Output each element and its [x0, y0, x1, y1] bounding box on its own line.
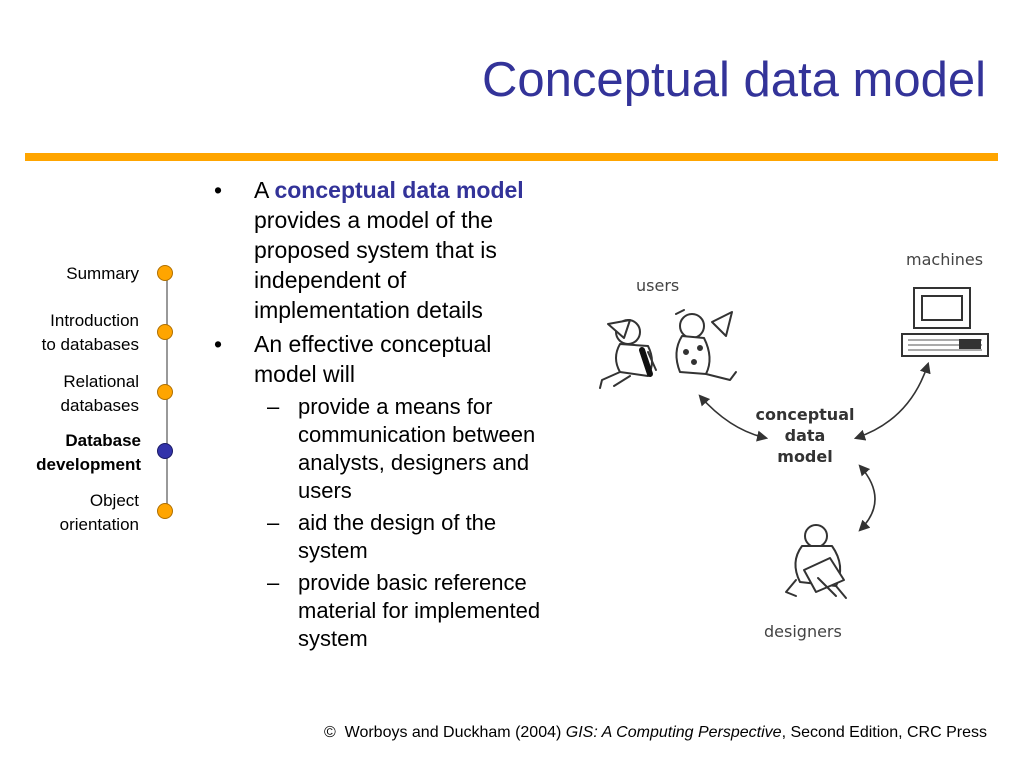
- bullet-text-suffix: provides a model of the proposed system that is independent of implementation details: [254, 207, 497, 323]
- citation-footer: [324, 724, 987, 742]
- bullet-text-prefix: A: [254, 177, 275, 203]
- citation-rest: , Second Edition, CRC Press: [781, 724, 987, 741]
- machines-icon: [902, 288, 988, 356]
- users-label: users: [636, 276, 680, 295]
- bullet-item: [212, 329, 554, 389]
- citation-authors: Worboys and Duckham (2004): [344, 724, 562, 741]
- nav-label-line: to databases: [41, 335, 139, 354]
- title-divider: [25, 153, 998, 161]
- center-label-line: data: [784, 426, 826, 445]
- nav-dot-current: [157, 443, 173, 459]
- nav-label: [36, 429, 141, 477]
- sub-bullet-marker: –: [267, 510, 280, 535]
- nav-label-line: development: [36, 455, 141, 474]
- designers-label: designers: [764, 622, 842, 641]
- center-label-line: conceptual: [755, 405, 855, 424]
- machines-label: machines: [906, 250, 984, 269]
- nav-dot: [157, 384, 173, 400]
- sub-bullet-text: aid the design of the system: [298, 510, 497, 563]
- sub-bullet-marker: –: [267, 570, 280, 595]
- nav-label-line: databases: [60, 396, 139, 415]
- sub-bullet-marker: –: [267, 394, 280, 419]
- designers-arrow: [860, 466, 875, 530]
- sub-bullet-item: [212, 509, 558, 565]
- sub-bullet-text: provide basic reference material for implemented system: [298, 570, 541, 651]
- highlighted-term: conceptual data model: [274, 177, 524, 203]
- nav-dot: [157, 265, 173, 281]
- slide-body: [212, 175, 592, 657]
- bullet-text: An effective conceptual model will: [254, 331, 492, 387]
- slide-title: Conceptual data model: [482, 53, 986, 107]
- bullet-marker: •: [214, 177, 223, 203]
- nav-dot: [157, 324, 173, 340]
- nav-label-line: Relational: [63, 372, 139, 391]
- bullet-marker: •: [214, 331, 223, 357]
- copyright-symbol: ©: [323, 724, 336, 741]
- conceptual-model-label: [740, 404, 870, 467]
- center-label-line: model: [777, 447, 833, 466]
- nav-label: [60, 489, 139, 537]
- users-icon: [600, 310, 736, 388]
- sub-bullet-item: [212, 393, 586, 505]
- nav-label-line: Database: [65, 431, 141, 450]
- nav-dot: [157, 503, 173, 519]
- sub-bullet-item: [212, 569, 588, 653]
- bullet-item: [212, 175, 564, 325]
- nav-label-line: Summary: [66, 264, 139, 283]
- nav-label: [42, 309, 139, 357]
- citation-book-title: GIS: A Computing Perspective: [565, 724, 782, 741]
- nav-label: [61, 370, 139, 418]
- conceptual-model-diagram: [590, 240, 1010, 650]
- nav-label: [66, 262, 139, 286]
- nav-label-line: orientation: [59, 515, 139, 534]
- designers-icon: [786, 525, 846, 598]
- nav-label-line: Introduction: [50, 311, 139, 330]
- sub-bullet-text: provide a means for communication between analysts, designers and users: [298, 394, 536, 503]
- nav-label-line: Object: [89, 491, 139, 510]
